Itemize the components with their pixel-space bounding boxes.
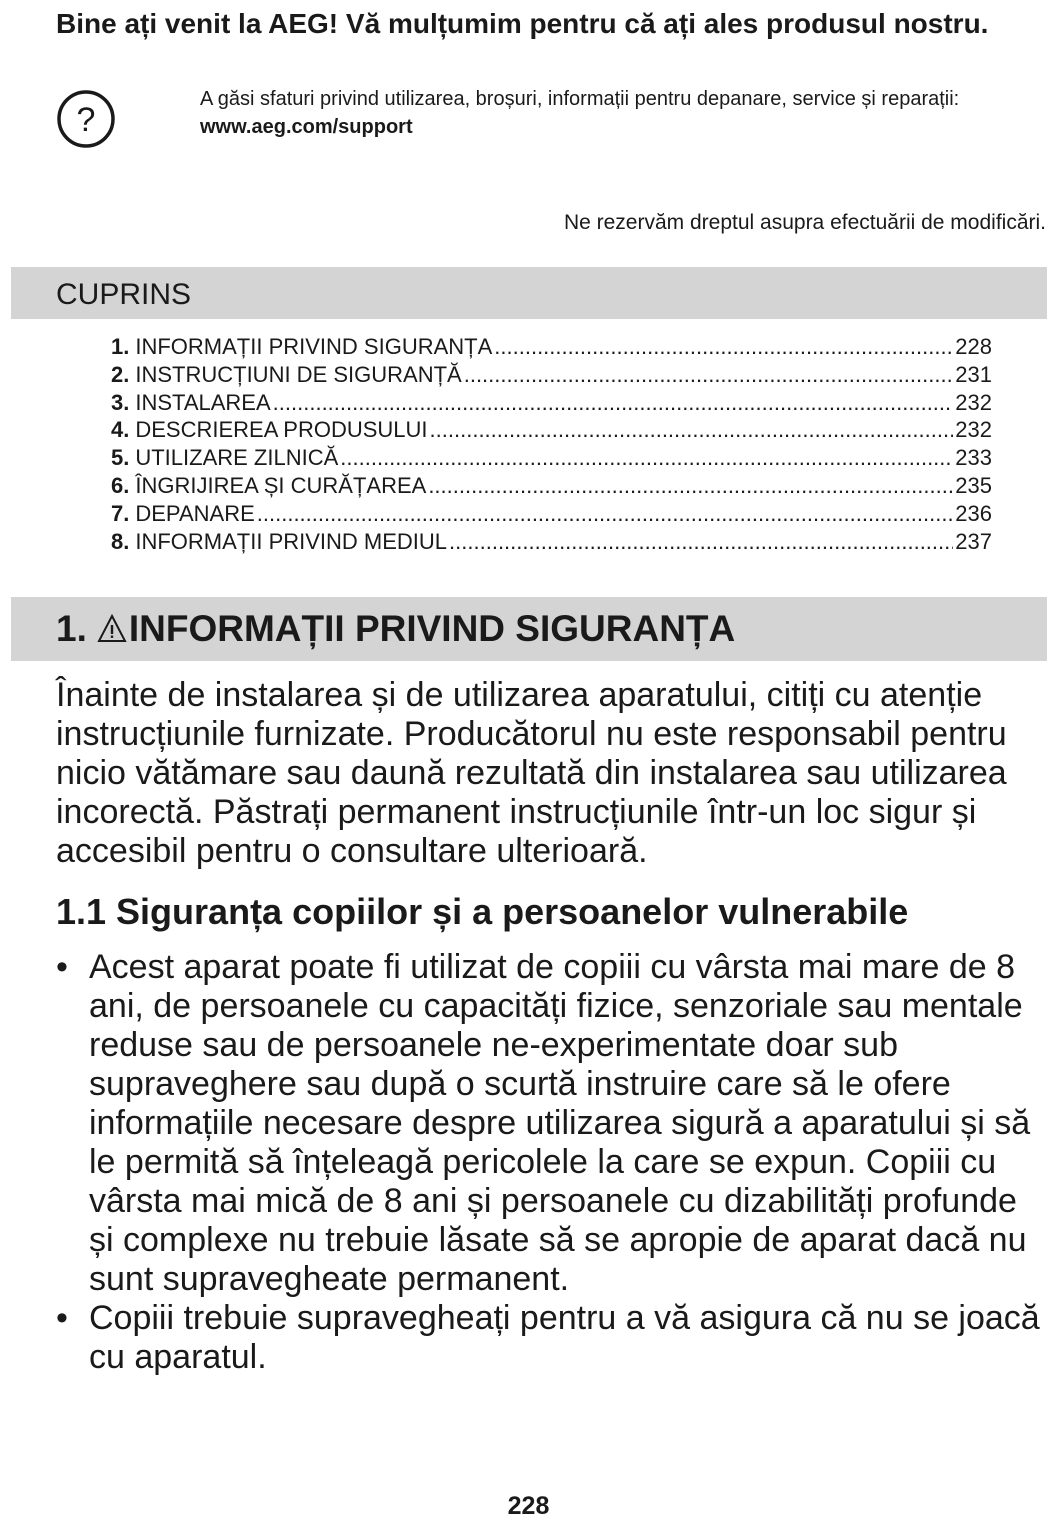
toc-item-label: INSTALAREA (135, 389, 271, 415)
support-text: A găsi sfaturi privind utilizarea, broșuri, informații pentru depanare, service și reparații: (200, 88, 960, 110)
toc-title: CUPRINS (56, 278, 192, 311)
toc-item-label: INSTRUCȚIUNI DE SIGURANȚĂ (135, 361, 462, 387)
toc-leader-dots (494, 333, 953, 361)
support-link[interactable]: www.aeg.com/support (200, 116, 413, 138)
toc-item-number: 4. (111, 417, 130, 443)
toc-item-page: 236 (955, 500, 992, 526)
toc-leader-dots (449, 528, 953, 556)
list-item-text: Copiii trebuie supravegheați pentru a vă asigura că nu se joacă cu aparatul. (89, 1299, 1040, 1376)
toc-item-page: 228 (955, 334, 992, 359)
toc-item-number: 1. (111, 334, 130, 359)
bullet-mark: • (56, 948, 68, 986)
bullet-mark: • (56, 1299, 68, 1337)
table-of-contents (111, 333, 992, 555)
toc-item-label: UTILIZARE ZILNICĂ (135, 445, 339, 471)
support-info (200, 86, 990, 140)
toc-item-number: 5. (111, 445, 130, 471)
toc-item-6[interactable] (111, 472, 992, 500)
toc-leader-dots (430, 416, 954, 444)
toc-banner (11, 267, 1047, 319)
toc-item-page: 232 (955, 417, 992, 443)
toc-leader-dots (257, 500, 954, 528)
list-item-text: Acest aparat poate fi utilizat de copiii cu vârsta mai mare de 8 ani, de persoanele cu capacități fizice, senzoriale sau mentale reduse sau de persoanele ne-experimentate doar sub supraveghere sau după o scurtă instruire care să le ofere informațiile necesare despre utilizarea sigură a aparatului și să le permită să înțeleagă pericolele la care se expun. Copiii cu vârsta mai mică de 8 ani și persoanele cu dizabilități profunde și complexe nu trebuie lăsate să se apropie de aparat dacă nu sunt supravegheate permanent. (89, 948, 1031, 1298)
toc-item-3[interactable] (111, 389, 992, 417)
section-title-text: INFORMAȚII PRIVIND SIGURANȚA (128, 608, 736, 649)
toc-item-number: 7. (111, 500, 130, 526)
toc-item-5[interactable] (111, 444, 992, 472)
toc-item-number: 8. (111, 528, 130, 554)
toc-item-number: 3. (111, 389, 130, 415)
toc-item-2[interactable] (111, 361, 992, 389)
toc-item-8[interactable] (111, 528, 992, 556)
welcome-heading: Bine ați venit la AEG! Vă mulțumim pentru că ați ales produsul nostru. (56, 8, 989, 39)
toc-item-label: INFORMAȚII PRIVIND SIGURANȚA (135, 334, 493, 359)
warning-triangle-icon (97, 614, 127, 644)
question-circle-icon (55, 88, 117, 150)
toc-item-label: DESCRIEREA PRODUSULUI (135, 417, 428, 443)
toc-leader-dots (428, 472, 953, 500)
page-number: 228 (507, 1492, 550, 1520)
toc-leader-dots (340, 444, 953, 472)
toc-item-number: 6. (111, 472, 130, 498)
toc-item-4[interactable] (111, 416, 992, 444)
section-number: 1. (56, 608, 87, 649)
toc-item-label: INFORMAȚII PRIVIND MEDIUL (135, 528, 448, 554)
svg-text:?: ? (76, 101, 96, 139)
list-item (56, 1299, 1046, 1377)
toc-item-page: 232 (955, 389, 992, 415)
toc-item-7[interactable] (111, 500, 992, 528)
toc-leader-dots (273, 389, 954, 417)
toc-item-label: ÎNGRIJIREA ȘI CURĂȚAREA (135, 472, 427, 498)
toc-item-page: 233 (955, 445, 992, 471)
toc-item-page: 237 (955, 528, 992, 554)
toc-item-page: 235 (955, 472, 992, 498)
section-banner (11, 597, 1047, 661)
subsection-heading: 1.1 Siguranța copiilor și a persoanelor vulnerabile (56, 891, 909, 932)
intro-paragraph: Înainte de instalarea și de utilizarea aparatului, citiți cu atenție instrucțiunile furnizate. Producătorul nu este responsabil pentru nicio vătămare sau daună rezultată din instalarea sau utilizarea incorectă. Păstrați permanent instrucțiunile într-un loc sigur și accesibil pentru o consultare ulterioară. (56, 676, 1007, 870)
toc-leader-dots (464, 361, 954, 389)
toc-item-1[interactable] (111, 333, 992, 361)
toc-item-number: 2. (111, 361, 130, 387)
section-title (56, 607, 735, 651)
reserve-note: Ne rezervăm dreptul asupra efectuării de modificări. (563, 211, 1046, 234)
list-item (56, 948, 1046, 1299)
toc-item-page: 231 (955, 361, 992, 387)
toc-item-label: DEPANARE (135, 500, 255, 526)
bullet-list (56, 948, 1046, 1377)
